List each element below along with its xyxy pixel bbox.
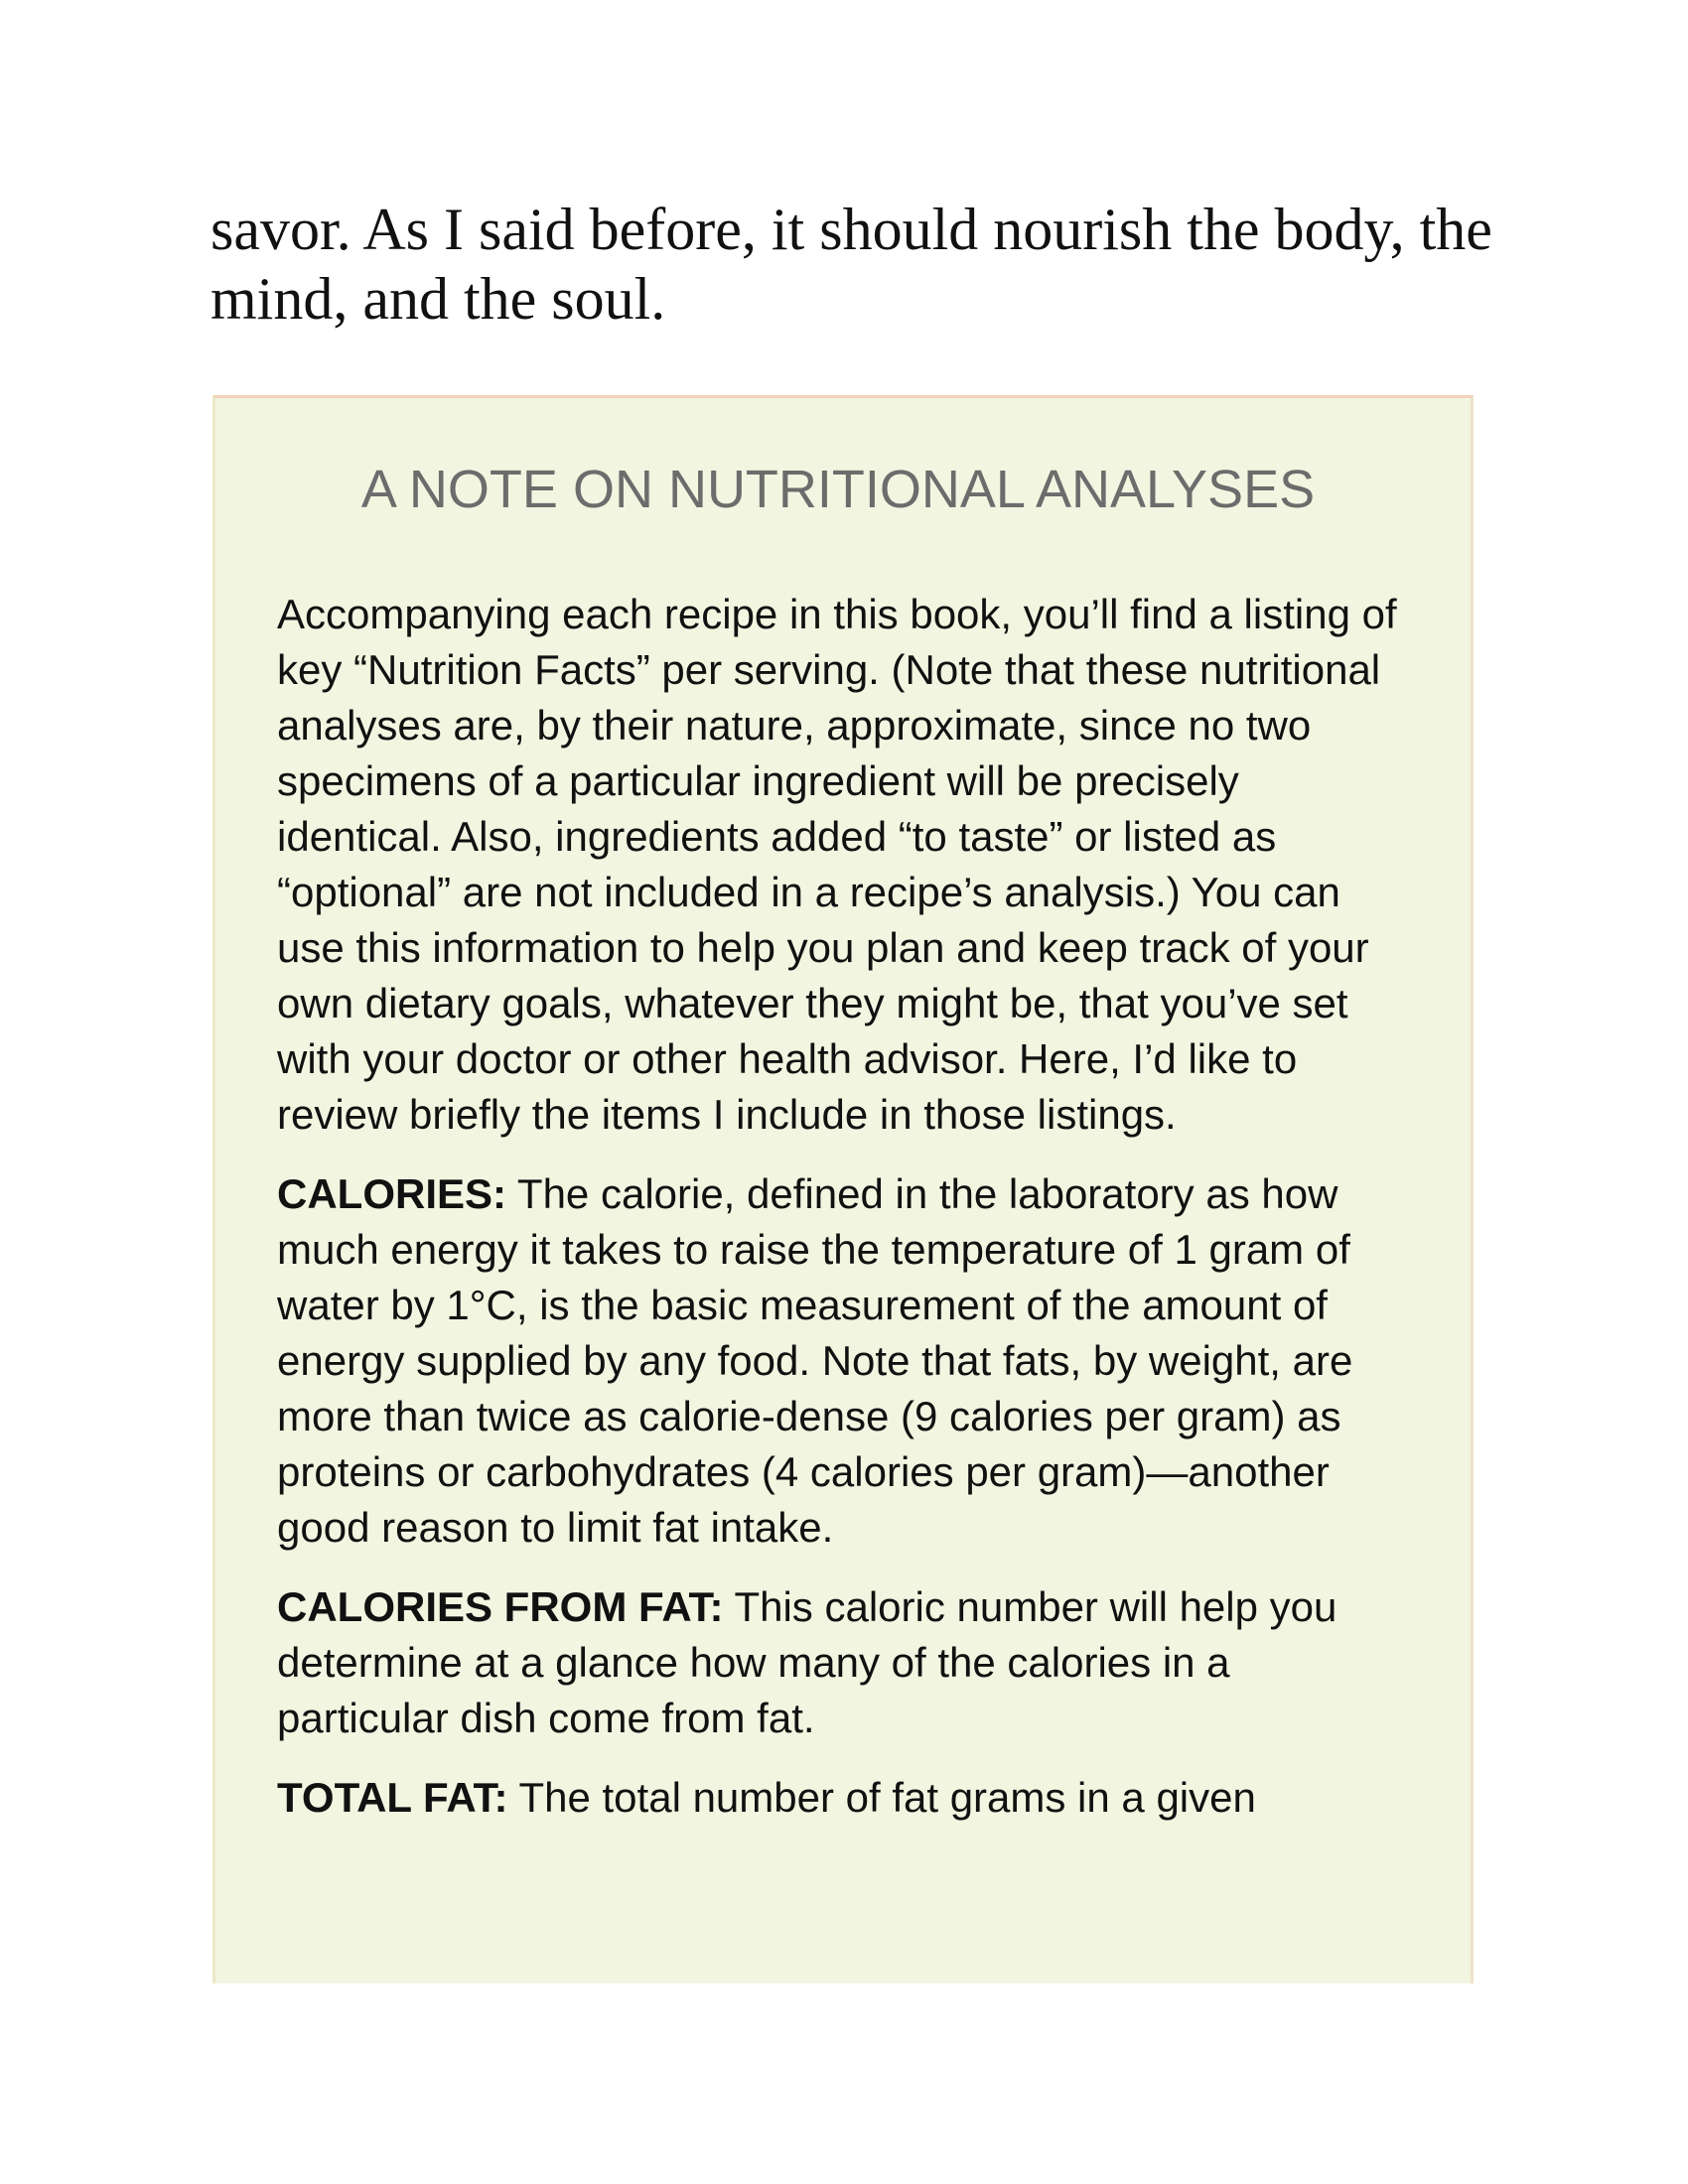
sidebar-title: A NOTE ON NUTRITIONAL ANALYSES bbox=[360, 460, 1316, 519]
nutrition-note-sidebar bbox=[212, 395, 1474, 1983]
entry-calories-from-fat bbox=[277, 1579, 1399, 1746]
intro-paragraph: savor. As I said before, it should nourish the body, the mind, and the soul. bbox=[211, 197, 1492, 332]
entry-term: CALORIES: bbox=[277, 1170, 506, 1217]
entry-total-fat bbox=[277, 1770, 1399, 1826]
entry-calories bbox=[277, 1166, 1399, 1556]
sidebar-intro-paragraph: Accompanying each recipe in this book, you’ll find a listing of key “Nutrition Facts” per serving. (Note that these nutritional analyses are, by their nature, approximate, since no two specimens of a particular ingredient will be precisely identical. Also, ingredients added “to taste” or listed as “optional” are not included in a recipe’s analysis.) You can use this information to help you plan and keep track of your own dietary goals, whatever they might be, that you’ve set with your doctor or other health advisor. Here, I’d like to review briefly the items I include in those listings. bbox=[277, 591, 1397, 1138]
entry-term: TOTAL FAT: bbox=[277, 1774, 508, 1821]
entry-text: The calorie, defined in the laboratory as how much energy it takes to raise the temperature of 1 gram of water by 1°C, is the basic measurement of the amount of energy supplied by any food. Note that fats, by weight, are more than twice as calorie-dense (9 calories per gram) as proteins or carbohydrates (4 calories per gram)—another good reason to limit fat intake. bbox=[277, 1170, 1353, 1551]
entry-text: This caloric number will help you determine at a glance how many of the calories in a particular dish come from fat. bbox=[277, 1583, 1337, 1741]
entry-text: The total number of fat grams in a given bbox=[518, 1774, 1256, 1821]
entry-term: CALORIES FROM FAT: bbox=[277, 1583, 724, 1630]
